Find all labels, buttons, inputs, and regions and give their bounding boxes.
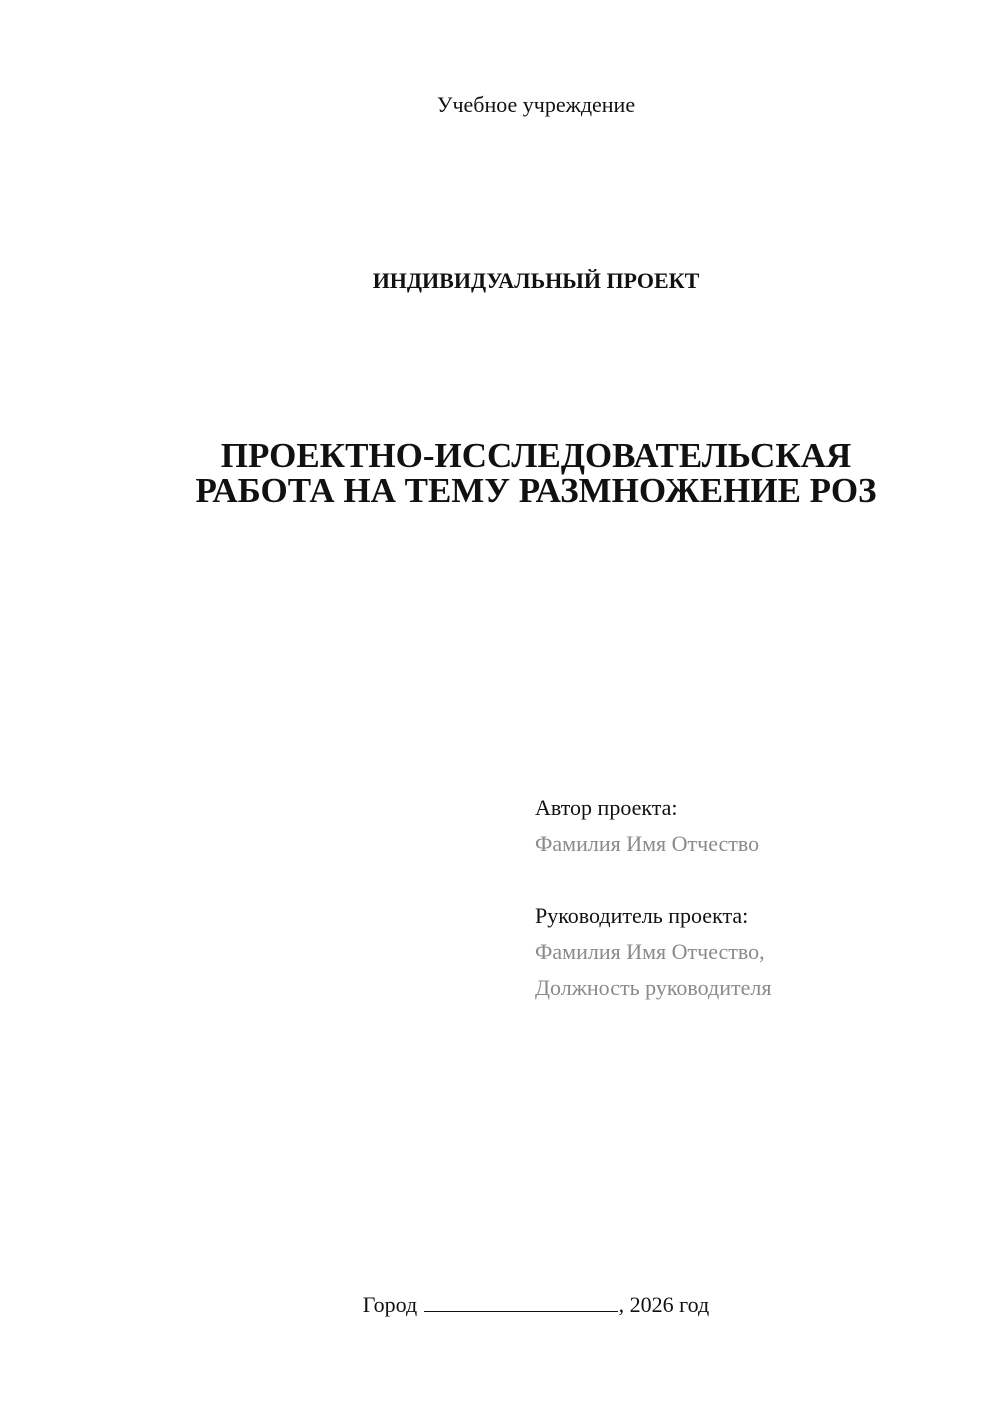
city-blank-line (424, 1293, 618, 1312)
year-text: , 2026 год (618, 1292, 710, 1317)
city-year-line (0, 1292, 1000, 1318)
author-name: Фамилия Имя Отчество (535, 831, 760, 856)
city-label: Город (362, 1292, 418, 1317)
institution-name: Учебное учреждение (436, 92, 636, 117)
project-people-block (535, 790, 975, 1006)
project-title (0, 438, 1000, 508)
supervisor-position: Должность руководителя (535, 975, 772, 1000)
spacer (535, 862, 975, 898)
supervisor-name: Фамилия Имя Отчество, (535, 939, 765, 964)
project-title-line-1: ПРОЕКТНО-ИССЛЕДОВАТЕЛЬСКАЯ (220, 436, 852, 475)
supervisor-label: Руководитель проекта: (535, 903, 749, 928)
author-label: Автор проекта: (535, 795, 678, 820)
project-title-line-2: РАБОТА НА ТЕМУ РАЗМНОЖЕНИЕ РОЗ (195, 471, 877, 510)
project-type-heading: ИНДИВИДУАЛЬНЫЙ ПРОЕКТ (372, 268, 700, 293)
